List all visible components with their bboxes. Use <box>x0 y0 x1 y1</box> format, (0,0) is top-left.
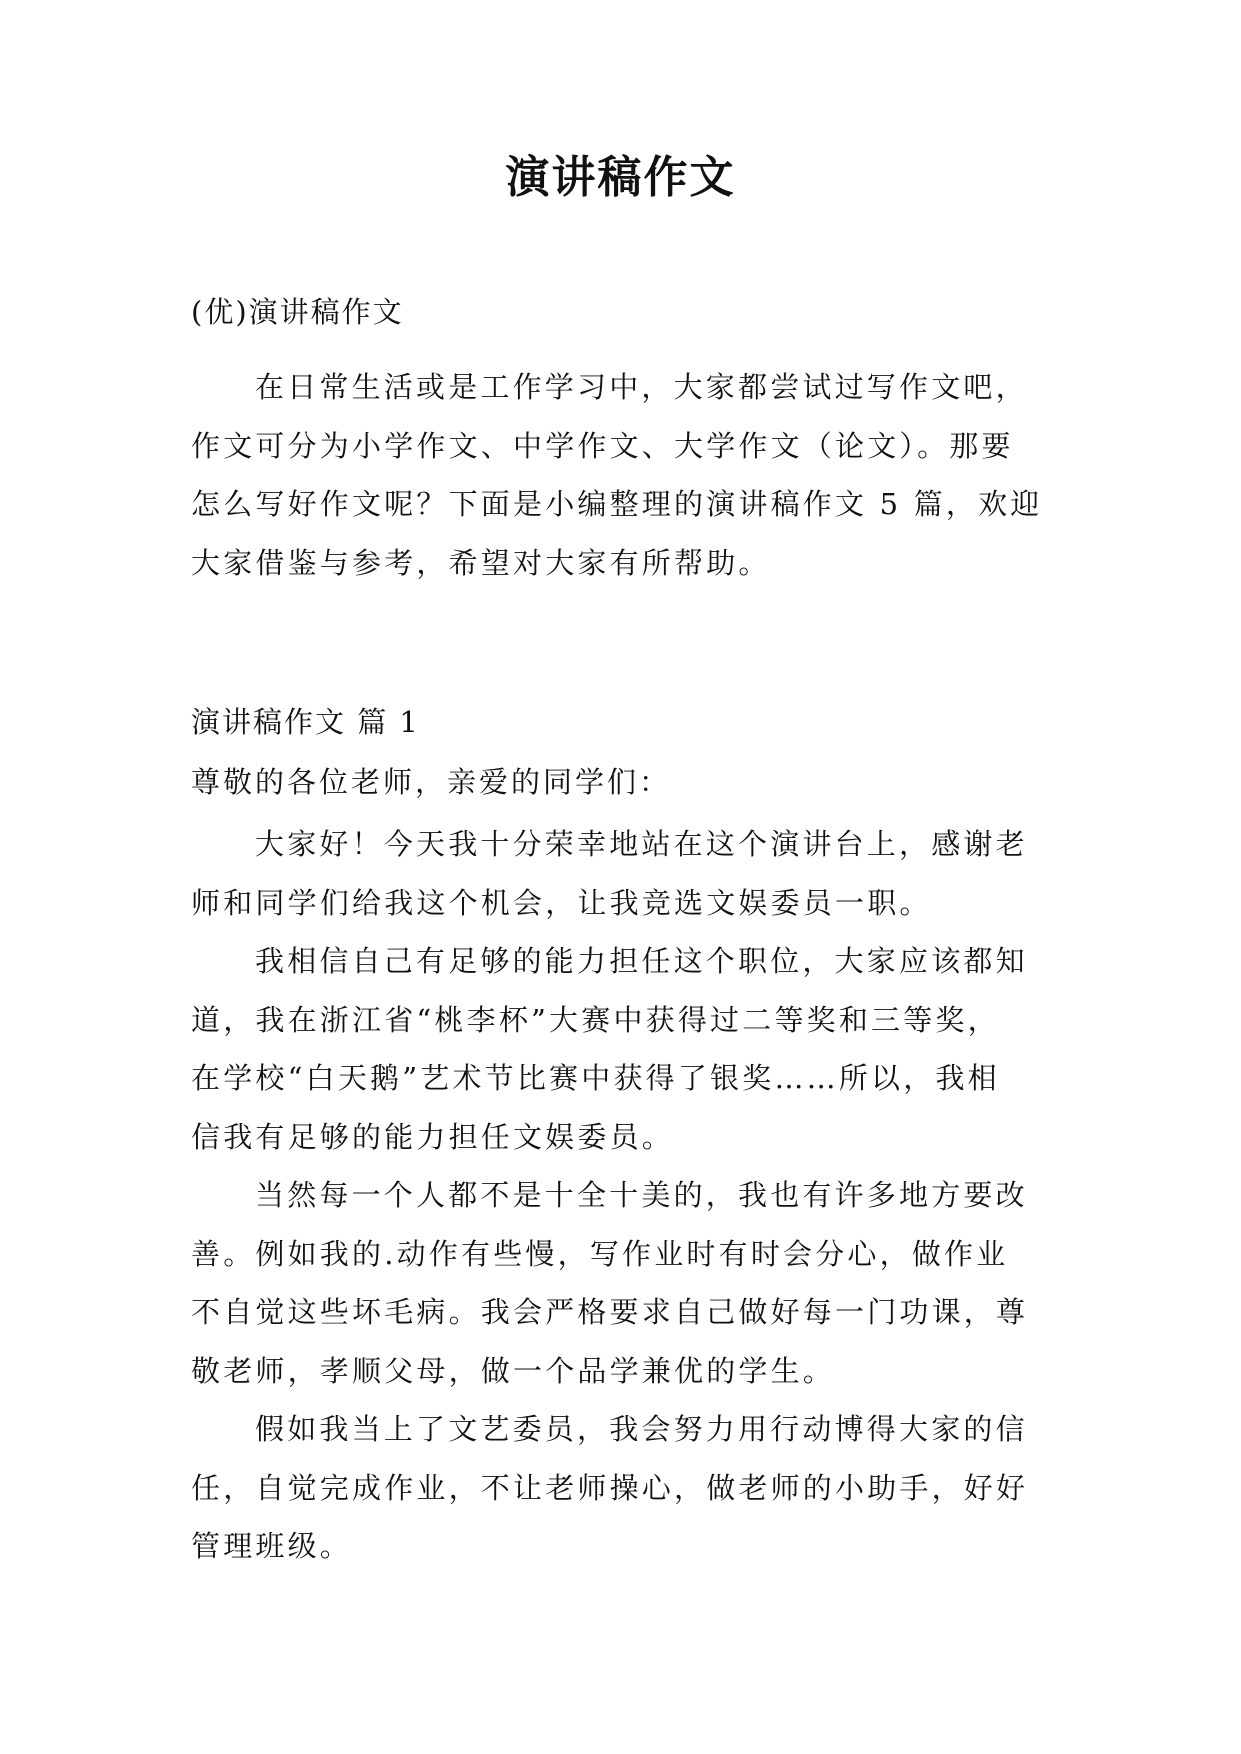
paragraph-line: 管理班级。 <box>191 1529 353 1563</box>
document-subtitle: (优)演讲稿作文 <box>191 295 404 329</box>
section-heading: 演讲稿作文 篇 1 <box>191 705 420 739</box>
intro-line: 怎么写好作文呢？下面是小编整理的演讲稿作文 5 篇，欢迎 <box>191 487 1043 521</box>
document-title: 演讲稿作文 <box>505 152 736 203</box>
paragraph-line: 在学校“白天鹅”艺术节比赛中获得了银奖……所以，我相 <box>191 1061 1000 1095</box>
paragraph-line: 任，自觉完成作业，不让老师操心，做老师的小助手，好好 <box>191 1470 1029 1505</box>
salutation: 尊敬的各位老师，亲爱的同学们： <box>191 765 672 799</box>
paragraph-line: 信我有足够的能力担任文娱委员。 <box>191 1119 675 1154</box>
paragraph-line: 敬老师，孝顺父母，做一个品学兼优的学生。 <box>191 1353 836 1388</box>
paragraph-line: 我相信自己有足够的能力担任这个职位，大家应该都知 <box>255 944 1028 978</box>
paragraph-line: 大家好！今天我十分荣幸地站在这个演讲台上，感谢老 <box>255 827 1028 861</box>
paragraph-line: 不自觉这些坏毛病。我会严格要求自己做好每一门功课，尊 <box>191 1295 1029 1329</box>
body-paragraph <box>191 815 1051 932</box>
body-paragraph <box>191 932 1051 1166</box>
paragraph-line: 当然每一个人都不是十全十美的，我也有许多地方要改 <box>255 1178 1028 1212</box>
body-paragraph <box>191 1400 1051 1576</box>
paragraph-line: 师和同学们给我这个机会，让我竞选文娱委员一职。 <box>191 885 932 920</box>
paragraph-line: 道，我在浙江省“桃李杯”大赛中获得过二等奖和三等奖， <box>191 1002 1000 1037</box>
paragraph-line: 善。例如我的.动作有些慢，写作业时有时会分心，做作业 <box>191 1236 1009 1271</box>
intro-line: 在日常生活或是工作学习中，大家都尝试过写作文吧， <box>255 370 1028 404</box>
paragraph-line: 假如我当上了文艺委员，我会努力用行动博得大家的信 <box>255 1412 1028 1446</box>
body-paragraph <box>191 1166 1051 1400</box>
intro-line: 大家借鉴与参考，希望对大家有所帮助。 <box>191 545 771 580</box>
intro-paragraph <box>191 358 1051 592</box>
intro-line: 作文可分为小学作文、中学作文、大学作文（论文）。那要 <box>191 428 1014 463</box>
